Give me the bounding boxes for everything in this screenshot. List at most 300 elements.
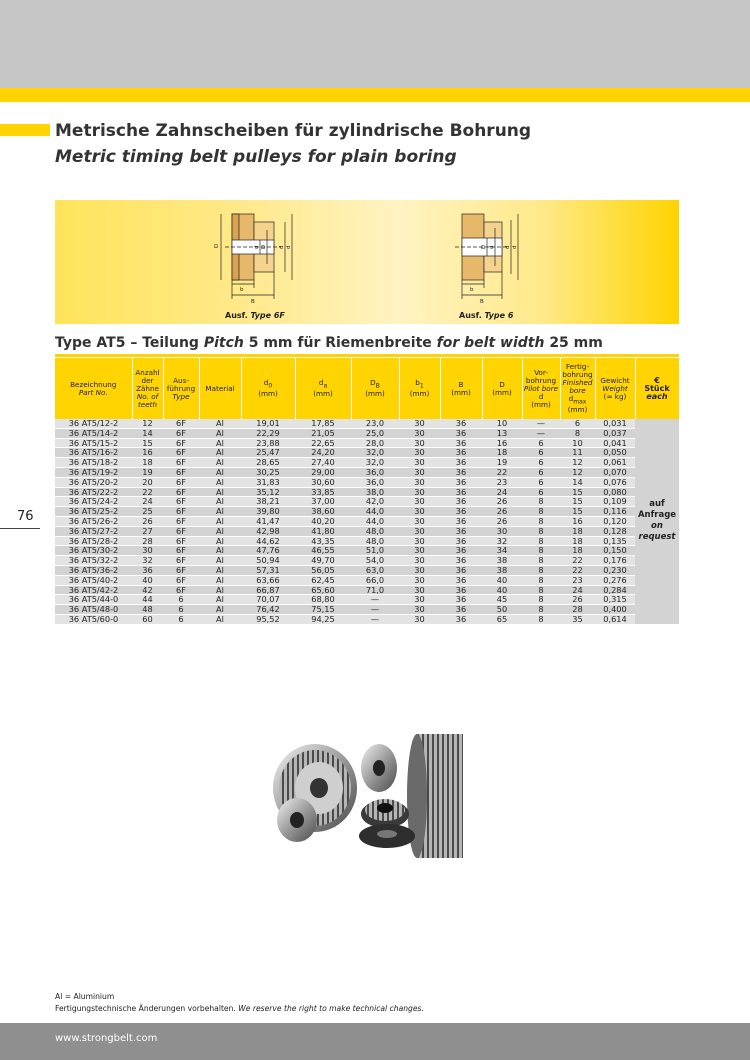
cell-b1: 30	[399, 565, 440, 575]
section-rule	[55, 354, 679, 357]
cell-pilot-bore: 8	[522, 556, 560, 566]
cell-designation: 36 AT5/12-2	[55, 419, 132, 428]
cell-finished-bore: 18	[560, 536, 595, 546]
cell-material: Al	[199, 536, 241, 546]
top-accent-stripe	[0, 88, 750, 102]
cell-finished-bore: 26	[560, 595, 595, 605]
svg-text:d: d	[512, 245, 518, 249]
cell-d: 18	[482, 448, 522, 458]
cell-finished-bore: 18	[560, 546, 595, 556]
cell-pilot-bore: 8	[522, 595, 560, 605]
cell-teeth: 60	[132, 614, 163, 624]
cell-material: Al	[199, 605, 241, 615]
cell-finished-bore: 22	[560, 565, 595, 575]
cell-type: 6	[163, 605, 199, 615]
cell-b: 36	[440, 507, 482, 517]
col-type: Aus-führung Type	[163, 358, 199, 419]
cell-designation: 36 AT5/36-2	[55, 565, 132, 575]
cell-material: Al	[199, 438, 241, 448]
cell-b: 36	[440, 448, 482, 458]
col-price: € Stück each	[635, 358, 679, 419]
cell-b: 36	[440, 585, 482, 595]
cell-weight: 0,070	[595, 467, 635, 477]
cell-b1: 30	[399, 536, 440, 546]
svg-text:b: b	[240, 287, 244, 293]
cell-type: 6F	[163, 536, 199, 546]
cell-d0: 42,98	[241, 526, 295, 536]
cell-pilot-bore: 8	[522, 565, 560, 575]
cell-b: 36	[440, 575, 482, 585]
col-db: $D_B$ (mm)	[351, 358, 399, 419]
cell-da: 38,60	[295, 507, 351, 517]
cell-type: 6F	[163, 458, 199, 468]
cell-b1: 30	[399, 477, 440, 487]
cell-type: 6F	[163, 438, 199, 448]
cell-da: 29,00	[295, 467, 351, 477]
cell-d: 19	[482, 458, 522, 468]
cell-d: 34	[482, 546, 522, 556]
cell-finished-bore: 16	[560, 516, 595, 526]
cell-material: Al	[199, 556, 241, 566]
cell-db: 63,0	[351, 565, 399, 575]
cell-d: 10	[482, 419, 522, 428]
cell-teeth: 26	[132, 516, 163, 526]
cell-d0: 47,76	[241, 546, 295, 556]
cell-finished-bore: 12	[560, 467, 595, 477]
svg-text:D: D	[214, 243, 220, 248]
cell-d: 26	[482, 507, 522, 517]
col-d: D (mm)	[482, 358, 522, 419]
cell-designation: 36 AT5/32-2	[55, 556, 132, 566]
cell-material: Al	[199, 507, 241, 517]
cell-material: Al	[199, 487, 241, 497]
cell-db: 66,0	[351, 575, 399, 585]
cell-weight: 0,037	[595, 428, 635, 438]
cell-b: 36	[440, 428, 482, 438]
cell-pilot-bore: 8	[522, 526, 560, 536]
cell-material: Al	[199, 585, 241, 595]
pulleys-photo-illustration	[267, 728, 463, 860]
cell-d0: 31,83	[241, 477, 295, 487]
cell-d0: 70,07	[241, 595, 295, 605]
cell-material: Al	[199, 448, 241, 458]
cell-designation: 36 AT5/14-2	[55, 428, 132, 438]
cell-type: 6F	[163, 556, 199, 566]
section-title: Type AT5 – Teilung Pitch 5 mm für Riemenbreite for belt width 25 mm	[55, 335, 603, 351]
cell-db: 42,0	[351, 497, 399, 507]
cell-db: 25,0	[351, 428, 399, 438]
cell-d: 40	[482, 575, 522, 585]
label-type-6f: Ausf. Type 6F	[225, 311, 285, 320]
cell-d: 38	[482, 565, 522, 575]
cell-type: 6	[163, 595, 199, 605]
page-number: 76	[17, 509, 34, 524]
cell-weight: 0,041	[595, 438, 635, 448]
cell-b1: 30	[399, 448, 440, 458]
cell-da: 56,05	[295, 565, 351, 575]
cell-pilot-bore: —	[522, 428, 560, 438]
cell-weight: 0,116	[595, 507, 635, 517]
table-row	[55, 458, 679, 468]
cell-weight: 0,050	[595, 448, 635, 458]
cell-d0: 39,80	[241, 507, 295, 517]
cell-d0: 38,21	[241, 497, 295, 507]
cell-b: 36	[440, 546, 482, 556]
cell-d: 38	[482, 556, 522, 566]
cell-da: 22,65	[295, 438, 351, 448]
cell-weight: 0,076	[595, 477, 635, 487]
cell-material: Al	[199, 458, 241, 468]
drawing-type-6f	[221, 214, 292, 299]
cell-da: 65,60	[295, 585, 351, 595]
cell-b1: 30	[399, 605, 440, 615]
cell-b1: 30	[399, 487, 440, 497]
cell-finished-bore: 14	[560, 477, 595, 487]
svg-text:D: D	[261, 244, 267, 249]
cell-type: 6F	[163, 565, 199, 575]
footnote-changes: Fertigungstechnische Änderungen vorbehalten. We reserve the right to make technical changes.	[55, 1004, 424, 1013]
cell-finished-bore: 10	[560, 438, 595, 448]
cell-b: 36	[440, 477, 482, 487]
cell-material: Al	[199, 614, 241, 624]
cell-b1: 30	[399, 585, 440, 595]
cell-finished-bore: 24	[560, 585, 595, 595]
cell-material: Al	[199, 595, 241, 605]
cell-teeth: 44	[132, 595, 163, 605]
cell-pilot-bore: 8	[522, 546, 560, 556]
footnote-material: Al = Aluminium	[55, 992, 115, 1001]
col-weight: Gewicht Weight (≈ kg)	[595, 358, 635, 419]
cell-b: 36	[440, 419, 482, 428]
cell-d: 16	[482, 438, 522, 448]
col-teeth: Anzahl der Zähne No. of teeth	[132, 358, 163, 419]
cell-b1: 30	[399, 575, 440, 585]
cell-b: 36	[440, 467, 482, 477]
cell-designation: 36 AT5/18-2	[55, 458, 132, 468]
cell-da: 43,35	[295, 536, 351, 546]
cell-b: 36	[440, 458, 482, 468]
col-pilot-bore: Vor-bohrung Pilot bore d (mm)	[522, 358, 560, 419]
cell-da: 21,05	[295, 428, 351, 438]
cell-pilot-bore: 8	[522, 497, 560, 507]
svg-text:D: D	[481, 244, 487, 249]
cell-weight: 0,080	[595, 487, 635, 497]
cell-da: 30,60	[295, 477, 351, 487]
cell-d0: 50,94	[241, 556, 295, 566]
svg-text:d: d	[505, 245, 511, 249]
cell-pilot-bore: 8	[522, 614, 560, 624]
cell-b1: 30	[399, 419, 440, 428]
cell-db: 48,0	[351, 526, 399, 536]
cell-finished-bore: 23	[560, 575, 595, 585]
cell-finished-bore: 15	[560, 497, 595, 507]
cell-d: 23	[482, 477, 522, 487]
cell-da: 27,40	[295, 458, 351, 468]
cell-pilot-bore: 8	[522, 605, 560, 615]
cell-da: 94,25	[295, 614, 351, 624]
cell-teeth: 18	[132, 458, 163, 468]
cell-da: 17,85	[295, 419, 351, 428]
cell-teeth: 12	[132, 419, 163, 428]
cell-weight: 0,128	[595, 526, 635, 536]
cell-type: 6F	[163, 516, 199, 526]
cell-d0: 28,65	[241, 458, 295, 468]
cell-finished-bore: 8	[560, 428, 595, 438]
cell-db: 36,0	[351, 467, 399, 477]
cell-material: Al	[199, 497, 241, 507]
cell-type: 6F	[163, 467, 199, 477]
cell-weight: 0,614	[595, 614, 635, 624]
cell-b1: 30	[399, 458, 440, 468]
table-row	[55, 565, 679, 575]
cell-teeth: 19	[132, 467, 163, 477]
table-row	[55, 556, 679, 566]
cell-weight: 0,400	[595, 605, 635, 615]
cell-d: 26	[482, 516, 522, 526]
cell-pilot-bore: 6	[522, 448, 560, 458]
cell-designation: 36 AT5/40-2	[55, 575, 132, 585]
pulley-drawings	[55, 200, 679, 324]
cell-db: 44,0	[351, 516, 399, 526]
cell-type: 6F	[163, 477, 199, 487]
cell-type: 6F	[163, 585, 199, 595]
cell-teeth: 40	[132, 575, 163, 585]
cell-designation: 36 AT5/22-2	[55, 487, 132, 497]
cell-db: 48,0	[351, 536, 399, 546]
pulley-spec-table	[55, 358, 680, 625]
cell-b1: 30	[399, 438, 440, 448]
cell-designation: 36 AT5/19-2	[55, 467, 132, 477]
cell-db: 51,0	[351, 546, 399, 556]
cell-pilot-bore: 6	[522, 487, 560, 497]
cell-material: Al	[199, 419, 241, 428]
cell-da: 40,20	[295, 516, 351, 526]
cell-designation: 36 AT5/16-2	[55, 448, 132, 458]
price-on-request: auf Anfrage on request	[635, 419, 679, 624]
cell-finished-bore: 12	[560, 458, 595, 468]
cell-b1: 30	[399, 546, 440, 556]
page-number-rule	[0, 528, 40, 529]
cell-d0: 22,29	[241, 428, 295, 438]
col-material: Material	[199, 358, 241, 419]
cell-d: 22	[482, 467, 522, 477]
cell-da: 41,80	[295, 526, 351, 536]
cell-b: 36	[440, 565, 482, 575]
cell-pilot-bore: 6	[522, 438, 560, 448]
cell-d: 40	[482, 585, 522, 595]
cell-d: 32	[482, 536, 522, 546]
svg-text:d: d	[286, 245, 292, 249]
cell-da: 46,55	[295, 546, 351, 556]
technical-drawing-panel	[55, 200, 679, 324]
table-header-row	[55, 358, 679, 419]
cell-teeth: 22	[132, 487, 163, 497]
cell-b: 36	[440, 487, 482, 497]
cell-da: 62,45	[295, 575, 351, 585]
cell-designation: 36 AT5/48-0	[55, 605, 132, 615]
cell-b1: 30	[399, 595, 440, 605]
cell-teeth: 24	[132, 497, 163, 507]
cell-designation: 36 AT5/44-0	[55, 595, 132, 605]
cell-material: Al	[199, 565, 241, 575]
cell-db: —	[351, 595, 399, 605]
table-body	[55, 419, 679, 624]
cell-d: 45	[482, 595, 522, 605]
page-title-de: Metrische Zahnscheiben für zylindrische Bohrung	[55, 121, 532, 141]
cell-d0: 95,52	[241, 614, 295, 624]
cell-type: 6F	[163, 428, 199, 438]
cell-db: —	[351, 605, 399, 615]
cell-d0: 57,31	[241, 565, 295, 575]
cell-finished-bore: 35	[560, 614, 595, 624]
cell-finished-bore: 11	[560, 448, 595, 458]
cell-finished-bore: 22	[560, 556, 595, 566]
cell-designation: 36 AT5/27-2	[55, 526, 132, 536]
table-row	[55, 477, 679, 487]
cell-b1: 30	[399, 467, 440, 477]
table-row	[55, 575, 679, 585]
cell-teeth: 20	[132, 477, 163, 487]
cell-b: 36	[440, 516, 482, 526]
cell-b1: 30	[399, 526, 440, 536]
title-accent-bar	[0, 124, 50, 136]
cell-d: 50	[482, 605, 522, 615]
cell-da: 49,70	[295, 556, 351, 566]
table-row	[55, 419, 679, 428]
cell-b: 36	[440, 497, 482, 507]
cell-db: 54,0	[351, 556, 399, 566]
cell-finished-bore: 28	[560, 605, 595, 615]
cell-da: 24,20	[295, 448, 351, 458]
cell-material: Al	[199, 467, 241, 477]
cell-type: 6F	[163, 487, 199, 497]
cell-teeth: 16	[132, 448, 163, 458]
cell-pilot-bore: 6	[522, 467, 560, 477]
table-row	[55, 507, 679, 517]
cell-pilot-bore: 8	[522, 507, 560, 517]
cell-pilot-bore: —	[522, 419, 560, 428]
cell-b: 36	[440, 614, 482, 624]
cell-db: —	[351, 614, 399, 624]
cell-b: 36	[440, 605, 482, 615]
cell-teeth: 28	[132, 536, 163, 546]
cell-d: 26	[482, 497, 522, 507]
cell-weight: 0,061	[595, 458, 635, 468]
cell-teeth: 27	[132, 526, 163, 536]
cell-pilot-bore: 8	[522, 536, 560, 546]
cell-teeth: 15	[132, 438, 163, 448]
page-title-en: Metric timing belt pulleys for plain boring	[55, 147, 457, 167]
cell-designation: 36 AT5/25-2	[55, 507, 132, 517]
cell-da: 33,85	[295, 487, 351, 497]
cell-type: 6	[163, 614, 199, 624]
cell-material: Al	[199, 428, 241, 438]
cell-pilot-bore: 6	[522, 458, 560, 468]
cell-material: Al	[199, 477, 241, 487]
cell-da: 75,15	[295, 605, 351, 615]
cell-designation: 36 AT5/30-2	[55, 546, 132, 556]
cell-type: 6F	[163, 575, 199, 585]
cell-d0: 19,01	[241, 419, 295, 428]
cell-material: Al	[199, 526, 241, 536]
cell-weight: 0,120	[595, 516, 635, 526]
cell-designation: 36 AT5/28-2	[55, 536, 132, 546]
cell-d0: 25,47	[241, 448, 295, 458]
cell-db: 32,0	[351, 458, 399, 468]
cell-type: 6F	[163, 497, 199, 507]
cell-b1: 30	[399, 556, 440, 566]
cell-weight: 0,150	[595, 546, 635, 556]
cell-b1: 30	[399, 507, 440, 517]
footer-url[interactable]: www.strongbelt.com	[55, 1033, 158, 1044]
col-d0: $d_0$ (mm)	[241, 358, 295, 419]
cell-db: 28,0	[351, 438, 399, 448]
svg-text:B: B	[251, 299, 255, 305]
cell-teeth: 14	[132, 428, 163, 438]
cell-db: 32,0	[351, 448, 399, 458]
cell-da: 37,00	[295, 497, 351, 507]
cell-type: 6F	[163, 546, 199, 556]
cell-b: 36	[440, 526, 482, 536]
cell-pilot-bore: 8	[522, 575, 560, 585]
top-gray-band	[0, 0, 750, 88]
cell-d0: 30,25	[241, 467, 295, 477]
cell-designation: 36 AT5/20-2	[55, 477, 132, 487]
table-row	[55, 428, 679, 438]
table-row	[55, 467, 679, 477]
cell-teeth: 25	[132, 507, 163, 517]
cell-designation: 36 AT5/26-2	[55, 516, 132, 526]
cell-d: 13	[482, 428, 522, 438]
cell-d0: 35,12	[241, 487, 295, 497]
cell-b: 36	[440, 595, 482, 605]
cell-teeth: 48	[132, 605, 163, 615]
cell-db: 44,0	[351, 507, 399, 517]
col-b1: $b_1$ (mm)	[399, 358, 440, 419]
cell-teeth: 36	[132, 565, 163, 575]
cell-b: 36	[440, 556, 482, 566]
cell-finished-bore: 15	[560, 507, 595, 517]
cell-designation: 36 AT5/42-2	[55, 585, 132, 595]
table-row	[55, 516, 679, 526]
col-b: B (mm)	[440, 358, 482, 419]
svg-text:d: d	[279, 245, 285, 249]
cell-d0: 23,88	[241, 438, 295, 448]
cell-designation: 36 AT5/24-2	[55, 497, 132, 507]
cell-weight: 0,284	[595, 585, 635, 595]
table-row	[55, 526, 679, 536]
cell-b1: 30	[399, 614, 440, 624]
table-row	[55, 614, 679, 624]
cell-d: 65	[482, 614, 522, 624]
cell-weight: 0,135	[595, 536, 635, 546]
cell-teeth: 32	[132, 556, 163, 566]
cell-designation: 36 AT5/60-0	[55, 614, 132, 624]
cell-weight: 0,230	[595, 565, 635, 575]
cell-type: 6F	[163, 448, 199, 458]
cell-b1: 30	[399, 516, 440, 526]
cell-d: 24	[482, 487, 522, 497]
cell-weight: 0,031	[595, 419, 635, 428]
cell-d: 30	[482, 526, 522, 536]
cell-material: Al	[199, 516, 241, 526]
cell-da: 68,80	[295, 595, 351, 605]
svg-text:d: d	[489, 245, 495, 249]
cell-b1: 30	[399, 428, 440, 438]
cell-b: 36	[440, 438, 482, 448]
cell-finished-bore: 15	[560, 487, 595, 497]
cell-type: 6F	[163, 526, 199, 536]
